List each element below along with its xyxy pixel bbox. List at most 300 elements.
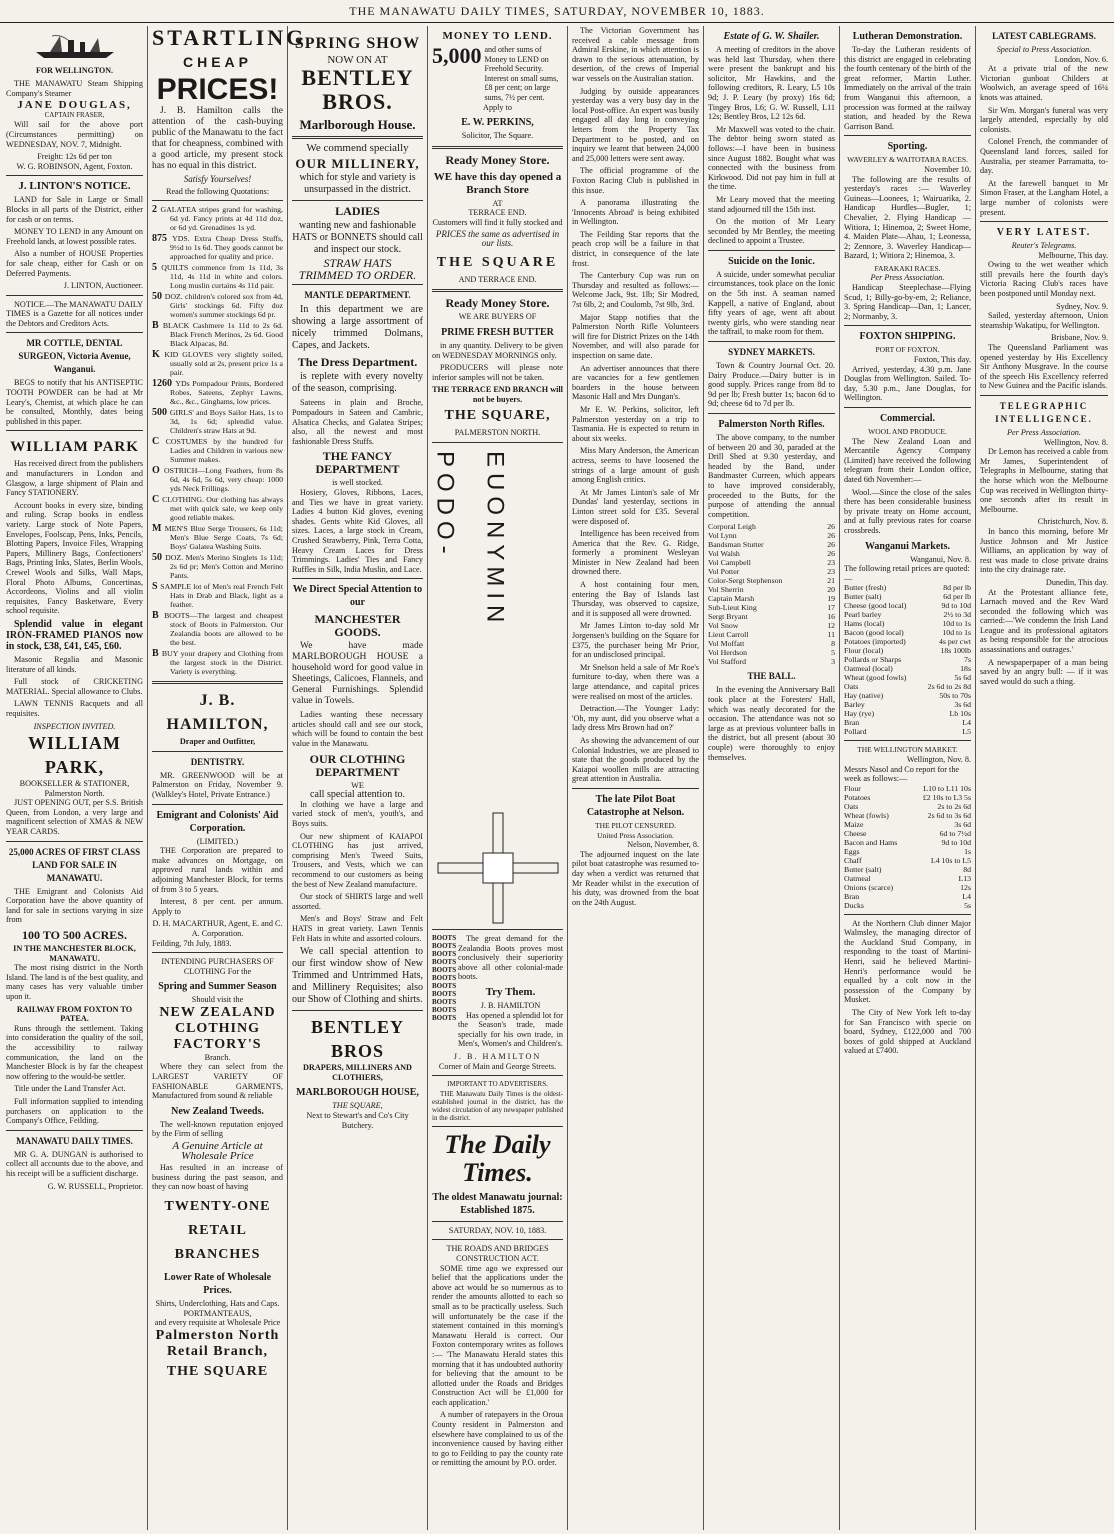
wellington-price-value: 9d to 10d bbox=[941, 837, 971, 847]
rifle-score-label: Sergt Bryant bbox=[708, 612, 748, 622]
rifle-score-value: 23 bbox=[827, 567, 835, 577]
reputation: The well-known reputation enjoyed by the Firm of selling bbox=[152, 1119, 283, 1139]
wanganui-price-row bbox=[844, 619, 971, 628]
solicitor: Solicitor, The Square. bbox=[461, 131, 534, 141]
the-square-4: THE SQUARE, bbox=[444, 408, 551, 424]
wellington-price-value: 1s bbox=[964, 846, 971, 856]
price-item-lead: 50 bbox=[152, 552, 166, 564]
wanganui-price-value: 5s 6d bbox=[954, 673, 971, 683]
price-item-lead: K bbox=[152, 349, 165, 361]
wanganui-price-label: Butter (salt) bbox=[844, 592, 882, 602]
wanganui-price-value: 4s per cwt bbox=[938, 637, 971, 647]
apply-to: Apply to bbox=[483, 102, 512, 112]
fancy-sub: is well stocked. bbox=[332, 478, 383, 488]
estate-text: A meeting of creditors in the above was held last Thursday, when there were present the bankrupt and his solicitor, Mr Hawkins, and the following creditors, R. Leary, L5 10s 9d; J. P. Leary (by proxy) 16s 6d; Tingey Bros, L6; G. W. Russell, L11 12s; Bentley Bros, L2 12s 6d. bbox=[708, 45, 835, 122]
try-them: Try Them. bbox=[485, 986, 536, 999]
price-item bbox=[152, 205, 283, 232]
suicide-text: A suicide, under somewhat peculiar circumstances, took place on the Ionic on the 5th inst. A seaman named Kappell, a native of England, about fifty years of age, went aft about twenty girls, who were standing near the taffrail, to make room for them. bbox=[708, 269, 835, 337]
rifle-score-value: 26 bbox=[827, 522, 835, 532]
should-visit: Should visit the bbox=[191, 995, 244, 1005]
pilot-censured: THE PILOT CENSURED. bbox=[595, 820, 676, 830]
sydney-text-2: Sailed, yesterday afternoon, Union steamship Wakatipu, for Wellington. bbox=[980, 311, 1108, 330]
column-6 bbox=[704, 26, 840, 1530]
wanganui-price-row bbox=[844, 718, 971, 727]
wanganui-price-value: 10d to 1s bbox=[942, 628, 971, 638]
roads-heading: THE ROADS AND BRIDGES CONSTRUCTION ACT. bbox=[446, 1244, 549, 1263]
fancy-list: Hosiery, Gloves, Ribbons, Laces, and Ties we have in great variety. Ladies 4 button Kid gloves, evening shades. Gents white Kid Gloves, all sizes. Laces, a large stock in Cream, Crushed Strawberry, Pink, Terra Cotta, Heavy Cream Laces for Dress Trimmings. Ladies' Ties and Fancy Ruffles in Silk, India Muslin, and Lace. bbox=[292, 487, 423, 574]
rifle-score-value: 12 bbox=[827, 621, 835, 631]
wanganui-price-row bbox=[844, 664, 971, 673]
wellington-price-label: Chaff bbox=[844, 855, 862, 865]
wool-text: The New Zealand Loan and Mercantile Agency Company (Limited) have received the following telegram from their London office, dated 6th November:— bbox=[844, 436, 971, 484]
wellington-date-2: Wellington, Nov. 8. bbox=[1043, 437, 1108, 447]
wellington-price-label: Ducks bbox=[844, 900, 864, 910]
races-date: November 10. bbox=[924, 164, 971, 174]
lutheran-heading: Lutheran Demonstration. bbox=[852, 31, 963, 42]
cable-morgan: Sir Wm. Morgan's funeral was very largely attended, especially by old colonists. bbox=[980, 105, 1108, 134]
next-to: Next to Stewart's and Co's City Butchery. bbox=[306, 1110, 409, 1130]
wellington-price-row bbox=[844, 793, 971, 802]
inquest: The adjourned inquest on the late pilot boat catastrophe was resumed to-day when a verdict was returned that Mr Reader whilst in the execution of his duty, was drowned from the boat on the 24th August. bbox=[572, 849, 699, 907]
price-item bbox=[152, 234, 283, 261]
rifles-text: The above company, to the number of between 20 and 30, paraded at the Drill Shed at 9.30 yesterday, and headed by the Band, under Bandmaster Curreen, which appears to have improved considerably, proceeded to the Butts, for the purpose of attending the annual competition. bbox=[708, 433, 835, 519]
railway-heading: RAILWAY FROM FOXTON TO PATEA. bbox=[16, 1004, 133, 1024]
wanganui-price-value: 10d to 1s bbox=[942, 619, 971, 629]
melbourne-date: Melbourne, This day. bbox=[1038, 250, 1108, 260]
estate-heading: Estate of G. W. Shailer. bbox=[723, 31, 820, 42]
branch: Branch. bbox=[204, 1052, 231, 1062]
the-square-2: THE SQUARE bbox=[166, 1363, 269, 1379]
park-text: Has received direct from the publishers and manufacturers in London and Glasgow, a large shipment of Plain and Fancy STATIONERY. bbox=[6, 459, 143, 498]
wanganui-price-value: 18s bbox=[960, 664, 971, 674]
wanganui-price-label: Cheese (good local) bbox=[844, 601, 907, 611]
price-item-text: YDs Pompadour Prints, Bordered Robes, Sateens, Zephyr Lawns, &c., &c., Ginghams, low prices. bbox=[170, 379, 283, 407]
rifle-score-value: 26 bbox=[827, 540, 835, 550]
the-square: THE SQUARE, bbox=[332, 1101, 383, 1111]
wellington-price-label: Onions (scarce) bbox=[844, 882, 894, 892]
mantle-dept: MANTLE DEPARTMENT. bbox=[304, 290, 411, 301]
price-item-lead: 500 bbox=[152, 407, 170, 419]
railway-text: Runs through the settlement. Taking into consideration the quality of the soil, the accessibility to railway communication, the land on the Manchester Block is by far the cheapest now offering to the would-be settler. bbox=[6, 1023, 143, 1081]
shipping-text: Arrived, yesterday, 4.30 p.m. Jane Douglas from Wellington. Sailed. To-day, 5.30 p.m., Jane Douglas, for Wellington. bbox=[844, 364, 971, 403]
park-sub: BOOKSELLER & STATIONER, Palmerston North. bbox=[19, 779, 130, 798]
every-requisite: and every requisite at Wholesale Price bbox=[154, 1318, 281, 1328]
rifle-score-value: 26 bbox=[827, 549, 835, 559]
price-item-lead: 5 bbox=[152, 262, 162, 274]
wanganui-price-value: 7s bbox=[964, 655, 971, 665]
wanganui-price-row bbox=[844, 583, 971, 592]
rifle-score-row bbox=[708, 531, 835, 540]
we: WE bbox=[351, 780, 364, 790]
wellington-price-label: Bacon and Hams bbox=[844, 837, 898, 847]
wellington-date: Wellington, Nov. 8. bbox=[906, 754, 971, 764]
wellington-market: THE WELLINGTON MARKET. bbox=[857, 745, 958, 755]
price-item-lead: S bbox=[152, 581, 161, 593]
prices-same: PRICES the same as advertised in our lists. bbox=[435, 228, 560, 249]
price-item bbox=[152, 263, 283, 290]
money-to-lend: MONEY TO LEND. bbox=[442, 30, 553, 42]
rifle-score-value: 5 bbox=[831, 648, 835, 658]
wellington-price-row bbox=[844, 829, 971, 838]
sydney-markets: SYDNEY MARKETS. bbox=[728, 347, 815, 358]
wanganui-price-label: Pearl barley bbox=[844, 610, 882, 620]
latest-cablegrams: LATEST CABLEGRAMS. bbox=[992, 31, 1096, 41]
wanganui-price-row bbox=[844, 601, 971, 610]
russell-sign: G. W. RUSSELL, Proprietor. bbox=[47, 1181, 143, 1191]
northern-club: At the Northern Club dinner Major Walmsley, the managing director of the Auckland Stud Company, in responding to the toast of Martini-Henri, said he believed Martini-Henri's performance would be equalled by a colt now in the possession of the Company by Musket. bbox=[844, 918, 971, 1005]
foxton-date: Foxton, This day. bbox=[913, 355, 971, 365]
masthead: THE MANAWATU DAILY TIMES, SATURDAY, NOVEMBER 10, 1883. bbox=[0, 0, 1114, 23]
wanganui-price-label: Flour (local) bbox=[844, 646, 884, 656]
hats: Men's and Boys' Straw and Felt HATS in great variety. Lawn Tennis Felt Hats in white and assorted colours. bbox=[292, 914, 423, 943]
nelson-date: Nelson, November, 8. bbox=[627, 840, 699, 850]
price-item-lead: B bbox=[152, 320, 163, 332]
commercial: Commercial. bbox=[879, 413, 936, 424]
column-2 bbox=[148, 25, 307, 1530]
cable-farewell: At the farewell banquet to Mr Simon Fraser, at the Langham Hotel, a large number of colonists were present. bbox=[980, 178, 1108, 217]
races-text: The following are the results of yesterday's races :— Waverley Guineas—Loonees, 1; Wairuarika, 2. Handicap Hurdles—Bugler, 1; Chevalier, 2. Flying Handicap — Witiora, 1; Hinemoa, 2; Sweet Home, 4. Maiden Plate—Ahau, 1; Leonessa, 2; Zennore, 3. Waverley Handicap—Bazard, 1; Witiora 2; Hinemoa, 3. bbox=[844, 174, 971, 261]
wanganui-price-label: Hay (rye) bbox=[844, 709, 875, 719]
foxton-racing: The official programme of the Foxton Racing Club is published in this issue. bbox=[572, 166, 699, 195]
price-item-text: BLACK Cashmere 1s 11d to 2s 6d. Black French Merinos, 2s 6d. Good Black Alpacas, 8d. bbox=[162, 321, 283, 349]
acres-more: The most rising district in the North Island. The land is of the best quality, and many cases has very valuable timber upon it. bbox=[6, 963, 143, 1001]
macarthur: D. H. MACARTHUR, Agent, E. and C. A. Corporation. bbox=[152, 919, 283, 938]
kaiapoi-mills: As showing the advancement of our Colonial Industries, we are pleased to state that the goods produced by the Kaiapoi woollen mills are attracting great attention in Australia. bbox=[572, 735, 699, 784]
wellington-price-label: Oatmeal bbox=[844, 873, 871, 883]
wellington-price-row bbox=[844, 865, 971, 874]
emigrant-heading: Emigrant and Colonists' Aid Corporation. bbox=[156, 809, 279, 834]
resulted: Has resulted in an increase of business during the past season, and they can now boast of having bbox=[152, 1163, 283, 1192]
jbh-boots: J. B. HAMILTON bbox=[480, 1001, 541, 1011]
rifle-score-row bbox=[708, 639, 835, 648]
fancy-dept: THE FANCY DEPARTMENT bbox=[315, 449, 400, 477]
important: IMPORTANT TO ADVERTISERS. bbox=[447, 1080, 548, 1089]
wellington-price-list bbox=[844, 784, 971, 910]
inspection: INSPECTION INVITED. bbox=[33, 721, 116, 731]
wellington-price-label: Butter (salt) bbox=[844, 864, 882, 874]
wanganui-price-value: L4 bbox=[962, 718, 971, 728]
commend: We commend specially bbox=[306, 141, 409, 154]
price-item-lead: C bbox=[152, 494, 163, 506]
price-item bbox=[152, 524, 283, 551]
price-item bbox=[152, 553, 283, 580]
wanganui-price-row bbox=[844, 637, 971, 646]
victorian-govt: The Victorian Government has received a cable message from Admiral Erskine, in which attention is drawn to the serious attenuation, by desertion, of the crews of Imperial war vessels on the Australian station. bbox=[572, 26, 699, 83]
rifle-score-label: Color-Sergt Stephenson bbox=[708, 576, 783, 586]
trimmed-to-order: TRIMMED TO ORDER. bbox=[298, 267, 417, 282]
special-press: Special to Press Association. bbox=[996, 45, 1092, 54]
price-item-text: COSTUMES by the hundred for Ladies and Children in various new Summer makes. bbox=[165, 437, 283, 465]
wanganui-price-row bbox=[844, 682, 971, 691]
corner-streets: Corner of Main and George Streets. bbox=[438, 1061, 557, 1071]
rifle-score-row bbox=[708, 576, 835, 585]
wool-more: Wool.—Since the close of the sales there has been considerable business by private treaty on Home account, and at fully previous rates for coarse crossbreds. bbox=[844, 487, 971, 535]
wellington-price-value: 2s 6d to 3s 6d bbox=[927, 810, 971, 820]
city-new-york: The City of New York left to-day for San Francisco with specie on board, Sydney, £122,000 and 700 boxes of gold shipped at Auckland valued at £7400. bbox=[844, 1008, 971, 1056]
brisbane-text: The Queensland Parliament was opened yesterday by His Excellency Sir Anthony Musgrave. In the course of the speech His Excellency referred to New Guinea and the Pacific islands. bbox=[980, 343, 1108, 391]
wellington-price-label: Bran bbox=[844, 891, 860, 901]
captain: CAPTAIN FRASER, bbox=[44, 110, 105, 119]
rifle-score-row bbox=[708, 585, 835, 594]
rifle-score-value: 8 bbox=[831, 639, 835, 649]
the-square-3: THE SQUARE bbox=[436, 254, 559, 270]
perkins: E. W. PERKINS, bbox=[461, 117, 534, 129]
drapers: DRAPERS, MILLINERS AND CLOTHIERS, bbox=[303, 1063, 412, 1082]
rifle-score-label: Captain Marsh bbox=[708, 594, 755, 604]
kaiapoi: Our new shipment of KAIAPOI CLOTHING has just arrived, comprising Men's Tweed Suits, Trousers, and Vests, which we can recommend to our customers as being the best of New Zealand manufacture. bbox=[292, 831, 423, 889]
twenty-one-retail: TWENTY-ONE RETAIL bbox=[164, 1199, 271, 1238]
wanganui-price-value: 2½ to 3d bbox=[943, 610, 971, 620]
cable-childers: At a private trial of the new Victorian gunboat Childers at Woolwich, an average speed of 16¼ knots was attained. bbox=[980, 64, 1108, 102]
price-item bbox=[152, 350, 283, 377]
rifle-score-label: Vol Snow bbox=[708, 621, 739, 631]
money-text: and other sums of Money to LEND on Freehold Security. Interest on small sums, £8 per cent; on large sums, 7½ per cent. bbox=[484, 45, 559, 102]
linton-house: Also a number of HOUSE Properties for sale cheap, either for Cash or on Deferred Payments. bbox=[6, 249, 143, 278]
wanganui-price-row bbox=[844, 646, 971, 655]
wellington-price-row bbox=[844, 874, 971, 883]
cable-french: Colonel French, the commander of Queensland land forces, sailed for Australia, per steamer Parramatta, to-day. bbox=[980, 137, 1108, 176]
mantle-text: In this department we are showing a large assortment of nicely trimmed Dolmans, Capes, and Jackets. bbox=[292, 304, 423, 352]
wanganui-price-row bbox=[844, 592, 971, 601]
wanganui-price-list bbox=[844, 583, 971, 736]
tele-alliance: At the Protestant alliance fete, Larnach moved and the Rev Ward seconded the following which was carried:—'We condemn the Irish Land League and its professional agitators as being responsible for the atrocious assassinations and outrages.' bbox=[980, 587, 1108, 655]
price-item bbox=[152, 582, 283, 609]
canterbury-cup: The Canterbury Cup was run on Thursday and resulted as follows:—Welcome Jack, 9st. 1lb; Sir Modred, 7st 6lb, 2; and Coulomb, 7st 9lb, 3rd. bbox=[572, 271, 699, 310]
price-item-lead: O bbox=[152, 465, 164, 477]
mary-anderson: Miss Mary Anderson, the American actress, seems to have loosened the strings of a large amount of gush among English critics. bbox=[572, 446, 699, 485]
price-item-text: DOZ. children's colored sox from 4d, Girls' stockings 6d. Fifty doz women's summer stockings 6d pr. bbox=[164, 292, 283, 320]
column-5 bbox=[568, 26, 704, 1530]
price-item bbox=[152, 495, 283, 522]
farakaki-text: Handicap Steeplechase—Flying Scud, 1; Billy-go-by-em, 2; Reliance, 3. Spring Handicap—Dan, 1; Lancer, 2; Normanby, 3. bbox=[844, 283, 971, 321]
freight: Freight: 12s 6d per ton bbox=[37, 152, 112, 162]
rifle-score-label: Vol Sherrin bbox=[708, 585, 744, 595]
sporting: Sporting. bbox=[887, 141, 928, 153]
wellington-price-row bbox=[844, 811, 971, 820]
price-item bbox=[152, 437, 283, 464]
rifle-score-row bbox=[708, 540, 835, 549]
ball-text: In the evening the Anniversary Ball took place at the Foresters' Hall, which was neatly decorated for the occasion. The attendance was not so large as at previous volunteer balls in the district, but all present (about 30 couple) were thoroughly to enjoy themselves. bbox=[708, 685, 835, 762]
rifle-score-row bbox=[708, 612, 835, 621]
sydney-date: Sydney, Nov. 9. bbox=[1056, 301, 1108, 311]
wanganui-price-value: 3s 6d bbox=[954, 700, 971, 710]
wanganui-price-label: Oats bbox=[844, 682, 859, 692]
linton-sign: J. LINTON, Auctioneer. bbox=[63, 281, 143, 291]
ladies: LADIES bbox=[335, 204, 380, 219]
cricket: Full stock of CRICKETING MATERIAL. Special allowance to Clubs. bbox=[6, 677, 143, 696]
boots-more: Has opened a splendid lot for the Season's trade, made specially for his own trade, in Men's, Women's and Children's. bbox=[458, 1010, 563, 1049]
peach-crop: The Feilding Star reports that the peach crop will be a failure in that district, in consequence of the late frost. bbox=[572, 229, 699, 268]
rifle-score-row bbox=[708, 603, 835, 612]
rifle-score-row bbox=[708, 630, 835, 639]
price-item-lead: 875 bbox=[152, 233, 173, 245]
price-item-text: BOOTS—The largest and cheapest stock of Boots in Palmerston. Our Zealandia boots are allowed to be the best. bbox=[164, 611, 283, 648]
wanganui-price-label: Bacon (good local) bbox=[844, 628, 904, 638]
price-item bbox=[152, 379, 283, 406]
clothing-dept: OUR CLOTHING DEPARTMENT bbox=[309, 751, 406, 779]
wellington-price-value: 12s bbox=[960, 882, 971, 892]
steamship-icon bbox=[30, 30, 120, 60]
rifle-score-value: 19 bbox=[827, 594, 835, 604]
wellington-intro: Messrs Nasol and Co report for the week as follows:— bbox=[844, 764, 960, 784]
price-item-lead: 1260 bbox=[152, 378, 176, 390]
christchurch-date: Christchurch, Nov. 8. bbox=[1037, 517, 1108, 527]
rifle-score-row bbox=[708, 549, 835, 558]
price-item-text: SAMPLE lot of Men's real French Felt Hats in Drab and Black, light as a feather. bbox=[160, 582, 283, 610]
spring-show: SPRING SHOW bbox=[294, 35, 421, 52]
wellington-price-row bbox=[844, 847, 971, 856]
customers: Customers will find it fully stocked and bbox=[432, 217, 563, 227]
wellington-price-value: L4 bbox=[962, 891, 971, 901]
farakaki-races: FARAKAKI RACES. bbox=[874, 263, 941, 273]
column-1 bbox=[2, 26, 148, 1530]
acres-range: 100 TO 500 ACRES. bbox=[22, 928, 127, 943]
linton-notice-heading: J. LINTON'S NOTICE. bbox=[18, 180, 131, 193]
park-heading-2: WILLIAM PARK, bbox=[27, 733, 121, 778]
wanganui-price-value: 50s to 70s bbox=[939, 691, 971, 701]
wellington-price-value: 5s bbox=[964, 900, 971, 910]
wanganui-price-label: Wheat (good fowls) bbox=[844, 673, 907, 683]
rifle-score-row bbox=[708, 558, 835, 567]
wanganui-price-label: Barley bbox=[844, 700, 865, 710]
buyers: WE ARE BUYERS OF bbox=[458, 312, 537, 322]
rifle-score-label: Bandsman Stutter bbox=[708, 540, 764, 550]
acres-text: THE Emigrant and Colonists Aid Corporation have the above quantity of land for sale in sections varying in size from bbox=[6, 886, 143, 925]
steamer-text: THE MANAWATU Steam Shipping Company's Steamer bbox=[6, 79, 143, 98]
price-item-text: DOZ. Men's Merino Singlets 1s 11d; 2s 6d pr; Men's Cotton and Merino Pants. bbox=[165, 553, 283, 581]
clothing-text: In clothing we have a large and varied stock of men's, youth's, and Boys suits. bbox=[292, 799, 423, 829]
street-map-diagram bbox=[438, 813, 558, 923]
lower-rate: Lower Rate of Wholesale Prices. bbox=[163, 1272, 272, 1296]
manchester-more: Ladies wanting these necessary articles should call and see our stock, which will be found to contain the best value in the Manawatu. bbox=[292, 710, 423, 749]
rifle-score-label: Vol Campbell bbox=[708, 558, 751, 568]
price-item bbox=[152, 292, 283, 319]
limited: (LIMITED.) bbox=[196, 836, 239, 846]
wellington-price-value: L10 to L11 10s bbox=[923, 783, 971, 793]
rifle-score-value: 23 bbox=[827, 558, 835, 568]
rifle-score-label: Corporal Leigh bbox=[708, 522, 756, 532]
price-items-list bbox=[152, 205, 283, 676]
wanganui-price-label: Butter (fresh) bbox=[844, 583, 887, 593]
wellington-price-label: Eggs bbox=[844, 846, 860, 856]
price-item-lead: B bbox=[152, 610, 165, 622]
rifle-score-label: Sub-Lieut King bbox=[708, 603, 757, 613]
corp-text: THE Corporation are prepared to make advances on Mortgage, on approved rural lands within and adjoining Manchester Block, for terms of from 3 to 5 years. bbox=[152, 846, 283, 894]
races-heading: WAVERLEY & WAITOTARA RACES. bbox=[847, 155, 968, 165]
column-3 bbox=[288, 26, 428, 1530]
column-4: MONEY TO LEND. 5,000 and other sums of Money to LEND on Freehold Security. Interest on small sums, £8 per cent; on large sums, 7½ per cent. Apply to E. W. PERKINS, Solicitor, The Square. Ready Money Store. WE have this day opened a Branch Store AT TERRACE END. Customers will find it fully stocked and PRICES the same as advertised in our lists. THE SQUARE AND TERRACE END. Ready Money Store. WE ARE BUYERS OF PRIME FRESH BUTTER in any quantity. Delivery to be given on WEDNESDAY MORNINGS only. PRODUCERS will please note inferior samples will not be taken. THE TERRACE END BRANCH will not be buyers. THE SQUARE, PALMERSTON NORTH. PODO- EUONYMIN BOOTS BOOTS BOOTS BOOTS BOOTS BOOTS BOOTS BOOTS BOOTS BOOTS BOOTS The great demand for the Zealandia Boots proves most conclusively their superiority above all other colonial-made boots. Try Them. J. B. HAMILTON Has opened a splendid lot for the Season's trade, made specially for his own trade, in Men's, Women's and Children's. J. B. HAMILTON Corner of Main and George Streets. IMPORTANT TO ADVERTISERS. THE Manawatu Daily Times is the oldest-established journal in the district, has the widest circulation of any newspaper published in the district. The Daily Times. The oldest Manawatu journal: Established 1875. SATURDAY, NOV. 10, 1883. THE ROADS AND BRIDGES CONSTRUCTION ACT. SOME time ago we expressed our belief that the applications under the above act would be so numerous as to render the amounts allotted to each so small as to be practically useless. Such will unfortunately be the case if the statement contained in this morning's Manawatu Herald is correct. Our Foxton contemporary writes as follows :— 'The Manawatu Herald states this morning that it has undoubted authority for believing that the amount to be allotted under the Roads and Bridges Construction Act will be £1,000 for each application.' A number of ratepayers in the Oroua County resident in Palmerston and elsewhere have complained to us of the inconvenience caused by having either to go to Feilding to pay the county rate or remitting the amount by P.O. order. bbox=[428, 26, 568, 1530]
wanganui-price-label: Pollard bbox=[844, 727, 867, 737]
acres-block: IN THE MANCHESTER BLOCK, MANAWATU. bbox=[13, 944, 136, 963]
suicide-heading: Suicide on the Ionic. bbox=[728, 255, 815, 267]
wanganui-price-row bbox=[844, 709, 971, 718]
price-item-text: YDS. Extra Cheap Dress Stuffs, 9½d to 1s 6d. They goods cannot be approached for quality and price. bbox=[170, 234, 284, 262]
london-date: London, Nov. 6. bbox=[1054, 54, 1108, 64]
melbourne-text: Owing to the wet weather which still prevails here the fourth day's Victoria Racing Club's races have been postponed until Monday next. bbox=[980, 260, 1108, 299]
money-amount: 5,000 bbox=[432, 43, 482, 68]
shirts: Our stock of SHIRTS large and well assorted. bbox=[292, 892, 423, 911]
dress-text: is replete with every novelty of the season, comprising. bbox=[292, 371, 423, 395]
rifle-score-value: 21 bbox=[827, 576, 835, 586]
podo: PODO- bbox=[431, 451, 459, 560]
wellington-price-value: L13 bbox=[958, 873, 971, 883]
roads-more: A number of ratepayers in the Oroua County resident in Palmerston and elsewhere have complained to us of the inconvenience caused by having either to go to Feilding to pay the county rate or remitting the amount by P.O. order. bbox=[432, 1410, 563, 1468]
boots-text: The great demand for the Zealandia Boots proves most conclusively their superiority above all other colonial-made boots. bbox=[458, 934, 563, 982]
price-item-text: CLOTHING. Our clothing has always met with quick sale, we keep only good reliable makes. bbox=[162, 495, 283, 523]
wanganui-price-label: Hams (local) bbox=[844, 619, 885, 629]
price-item bbox=[152, 611, 283, 647]
sail-notice: Will sail for the above port (Circumstances permitting) on WEDNESDAY, NOV. 7, Midnight. bbox=[6, 120, 143, 149]
price-item-text: OSTRICH—Long Feathers, from 8s 6d, 4s 6d, 5s 6d, very cheap: 1000 yds Neck Frillings. bbox=[163, 466, 283, 494]
wanganui-price-label: Potatoes (imported) bbox=[844, 637, 906, 647]
wanganui-intro: The following retail prices are quoted:— bbox=[844, 564, 970, 583]
wanganui-price-row bbox=[844, 691, 971, 700]
wanganui-price-row bbox=[844, 700, 971, 709]
wellington-price-value: 8d bbox=[963, 864, 971, 874]
marlborough-house: Marlborough House. bbox=[299, 116, 416, 132]
acres-heading: 25,000 ACRES OF FIRST CLASS LAND FOR SALE IN MANAWATU. bbox=[8, 846, 141, 883]
manchester-text: We have made MARLBOROUGH HOUSE a household word for good value in Sheetings, Calicoes, Flannels, and General Furnishings. Splendid value in Towels. bbox=[292, 641, 423, 707]
rifle-score-label: Vol Stafford bbox=[708, 657, 747, 667]
detraction: Detraction.—The Younger Lady: 'Oh, my aunt, did you observe what a lady dress Mrs Brown had on?' bbox=[572, 704, 699, 733]
lutheran-text: To-day the Lutheran residents of this district are engaged in celebrating the fourth centenary of the birth of the great reformer, Martin Luther. Immediately on the arrival of the train from Wanganui this afternoon, a procession was formed at the railway station, and headed by the Rewa Garrison Band. bbox=[844, 45, 971, 131]
wellington-price-value: L4 10s to L5 bbox=[930, 855, 971, 865]
cheap: CHEAP bbox=[182, 54, 252, 70]
window-show: We call special attention to our first window show of New Trimmed and Untrimmed Hats, and Millinery Requisites; also our Show of Clothing and shirts. bbox=[292, 946, 423, 1006]
angry-bull: A newspaperpaper of a man being saved by an angry bull: — if it was saved would do such a thing. bbox=[980, 657, 1108, 686]
genuine-article: A Genuine Article at Wholesale Price bbox=[172, 1140, 263, 1162]
rifles-heading: Palmerston North Rifles. bbox=[718, 419, 825, 430]
wellington-price-row bbox=[844, 838, 971, 847]
branches: BRANCHES bbox=[174, 1247, 261, 1262]
wanganui-price-label: Oatmeal (local) bbox=[844, 664, 893, 674]
rifle-score-value: 11 bbox=[827, 630, 835, 640]
wellington-price-label: Flour bbox=[844, 783, 861, 793]
wanganui-price-label: Hay (native) bbox=[844, 691, 884, 701]
for-wellington: FOR WELLINGTON. bbox=[35, 66, 114, 75]
cottle-heading: MR COTTLE, DENTAL SURGEON, Victoria Avenue, Wanganui. bbox=[18, 338, 131, 375]
wanganui-price-value: Lb 10s bbox=[949, 709, 971, 719]
rifle-score-row bbox=[708, 657, 835, 666]
very-latest: VERY LATEST. bbox=[996, 227, 1092, 239]
wellington-price-value: £2 10s to L3 5s bbox=[922, 792, 971, 802]
where-select: Where they can select from the LARGEST VARIETY OF FASHIONABLE GARMENTS, Manufactured from sound & reliable bbox=[152, 1062, 283, 1101]
wanganui-price-value: L5 bbox=[962, 727, 971, 737]
trustee: On the motion of Mr Leary seconded by Mr Bentley, the meeting declined to appoint a Trustee. bbox=[708, 217, 835, 246]
rifle-score-row bbox=[708, 567, 835, 576]
price-item-text: KID GLOVES very slightly soiled, usually sold at 2s, present price 1s a pair. bbox=[164, 350, 284, 378]
nz-clothing-factory: NEW ZEALAND CLOTHING FACTORY'S bbox=[159, 1004, 276, 1052]
dentistry: DENTISTRY. bbox=[190, 756, 245, 767]
tele-banco: In banco this morning, before Mr Justice Johnson and Mr Justice Williams, an application by way of rest was made to close private drains into the city drainage rate. bbox=[980, 526, 1108, 575]
title-act: Title under the Land Transfer Act. bbox=[14, 1084, 126, 1094]
reuters: Reuter's Telegrams. bbox=[1011, 241, 1077, 251]
tele-lemon: Dr Lemon has received a cable from Mr James, Superintendent of Telegraphs in Melbourne, stating that the horse which won the Melbourne Cup was received in Wellington thirty-one seconds after its result in Melbourne. bbox=[980, 447, 1108, 514]
wanganui-price-value: 6d per lb bbox=[943, 592, 971, 602]
price-item-lead: 50 bbox=[152, 291, 165, 303]
rifle-score-label: Vol Walsh bbox=[708, 549, 740, 559]
branch-store: WE have this day opened a Branch Store bbox=[433, 170, 562, 196]
bentley-bros-2: BENTLEY BROS bbox=[310, 1017, 405, 1062]
wellington-price-row bbox=[844, 802, 971, 811]
price-item-lead: B bbox=[152, 648, 162, 660]
price-item-text: GALATEA stripes grand for washing, 6d yd. Fancy prints at 4d 11d doz, or 6d yd. Grenadines 1s yd. bbox=[160, 205, 284, 233]
column-7 bbox=[840, 26, 976, 1530]
rev-ridge: Intelligence has been received from America that the Rev. G. Ridge, formerly a prominent Wesleyan Minister in New Zealand had been drowned there. bbox=[572, 529, 699, 577]
price-item-text: GIRLS' and Boys Sailor Hats, 1s to 3d, 1s 6d; splendid value. Children's straw Hats at 9d. bbox=[169, 408, 283, 436]
intending: INTENDING PURCHASERS OF CLOTHING For the bbox=[161, 957, 274, 976]
wellington-price-row bbox=[844, 892, 971, 901]
